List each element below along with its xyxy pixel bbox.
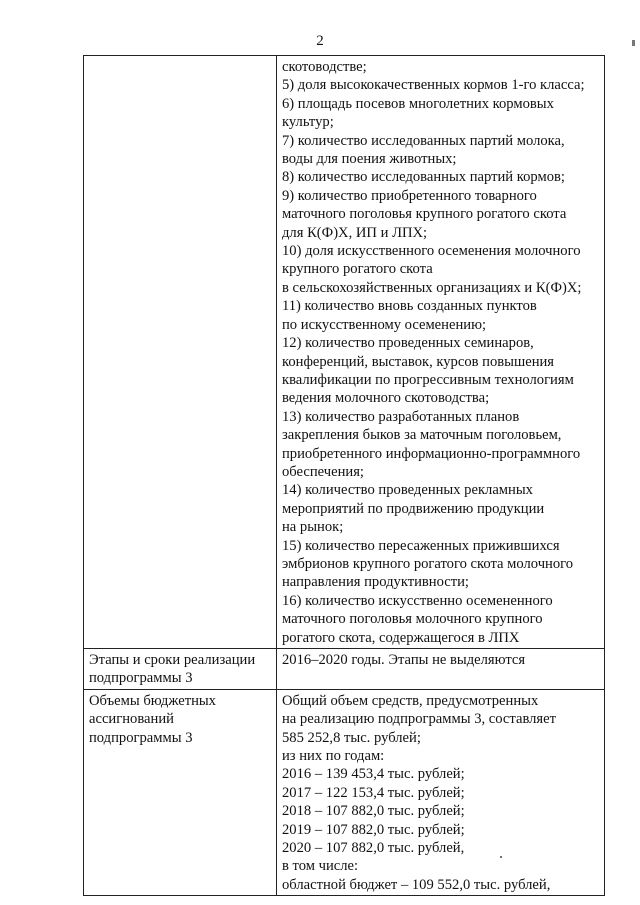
passport-table-body bbox=[84, 56, 605, 896]
value-line: 6) площадь посевов многолетних кормовых bbox=[282, 95, 554, 112]
value-line: для К(Ф)Х, ИП и ЛПХ; bbox=[282, 224, 428, 241]
value-line: 12) количество проведенных семинаров, bbox=[282, 335, 534, 352]
value-line: эмбрионов крупного рогатого скота молочного bbox=[282, 555, 574, 572]
value-line: приобретенного информационно-программного bbox=[282, 445, 581, 462]
value-line: 2018 – 107 882,0 тыс. рублей; bbox=[282, 803, 465, 820]
value-line: скотоводстве; bbox=[282, 59, 367, 75]
value-line: 2016 – 139 453,4 тыс. рублей; bbox=[282, 766, 465, 783]
scan-speck bbox=[500, 856, 502, 858]
value-line: маточного поголовья молочного крупного bbox=[282, 611, 543, 628]
value-line: 2016–2020 годы. Этапы не выделяются bbox=[282, 652, 526, 668]
table-row bbox=[84, 689, 605, 895]
value-line: 585 252,8 тыс. рублей; bbox=[282, 729, 421, 746]
value-line: 11) количество вновь созданных пунктов bbox=[282, 298, 537, 315]
row-label-cell bbox=[84, 689, 277, 895]
value-line: рогатого скота, содержащегося в ЛПХ bbox=[282, 629, 520, 646]
value-line: 9) количество приобретенного товарного bbox=[282, 187, 537, 204]
value-line: 10) доля искусственного осеменения молочного bbox=[282, 243, 581, 260]
value-line: крупного рогатого скота bbox=[282, 261, 433, 278]
value-line: квалификации по прогрессивным технологиям bbox=[282, 371, 574, 388]
value-line: культур; bbox=[282, 114, 334, 131]
page-number: 2 bbox=[316, 33, 324, 49]
label-line: подпрограммы 3 bbox=[89, 729, 193, 746]
value-line: 7) количество исследованных партий молока, bbox=[282, 132, 565, 149]
label-line: Этапы и сроки реализации bbox=[89, 652, 256, 668]
value-line: по искусственному осеменению; bbox=[282, 316, 487, 333]
row-label-cell bbox=[84, 56, 277, 649]
value-line: 2019 – 107 882,0 тыс. рублей; bbox=[282, 821, 465, 838]
label-line: Объемы бюджетных bbox=[89, 692, 216, 709]
label-line: ассигнований bbox=[89, 711, 174, 728]
value-line: на рынок; bbox=[282, 519, 344, 536]
value-line: 14) количество проведенных рекламных bbox=[282, 482, 533, 499]
value-line: 2020 – 107 882,0 тыс. рублей, bbox=[282, 840, 465, 857]
value-line: в том числе: bbox=[282, 858, 359, 875]
value-line: в сельскохозяйственных организациях и К(Ф)Х; bbox=[282, 279, 582, 296]
value-line: 13) количество разработанных планов bbox=[282, 408, 520, 425]
value-line: воды для поения животных; bbox=[282, 151, 457, 168]
value-line: 16) количество искусственно осемененного bbox=[282, 592, 553, 609]
value-line: закрепления быков за маточным поголовьем, bbox=[282, 427, 562, 444]
value-line: на реализацию подпрограммы 3, составляет bbox=[282, 711, 556, 728]
value-line: ведения молочного скотоводства; bbox=[282, 390, 490, 407]
row-label-cell bbox=[84, 649, 277, 690]
value-line: мероприятий по продвижению продукции bbox=[282, 500, 545, 517]
row-value-cell bbox=[277, 689, 605, 895]
scan-edge-mark bbox=[632, 40, 635, 46]
value-line: областной бюджет – 109 552,0 тыс. рублей, bbox=[282, 876, 551, 893]
row-value-cell bbox=[277, 56, 605, 649]
value-line: обеспечения; bbox=[282, 463, 364, 480]
value-line: из них по годам: bbox=[282, 748, 385, 765]
value-line: направления продуктивности; bbox=[282, 574, 469, 591]
table-row bbox=[84, 649, 605, 690]
value-line: конференций, выставок, курсов повышения bbox=[282, 353, 555, 370]
value-line: Общий объем средств, предусмотренных bbox=[282, 692, 539, 709]
value-line: 8) количество исследованных партий кормов; bbox=[282, 169, 565, 186]
value-line: маточного поголовья крупного рогатого скота bbox=[282, 206, 567, 223]
value-line: 5) доля высококачественных кормов 1-го класса; bbox=[282, 77, 585, 94]
value-line: 15) количество пересаженных прижившихся bbox=[282, 537, 560, 554]
value-line: 2017 – 122 153,4 тыс. рублей; bbox=[282, 784, 465, 801]
row-value-cell bbox=[277, 649, 605, 690]
table-row bbox=[84, 56, 605, 649]
label-line: подпрограммы 3 bbox=[89, 670, 193, 687]
passport-table bbox=[83, 55, 605, 896]
